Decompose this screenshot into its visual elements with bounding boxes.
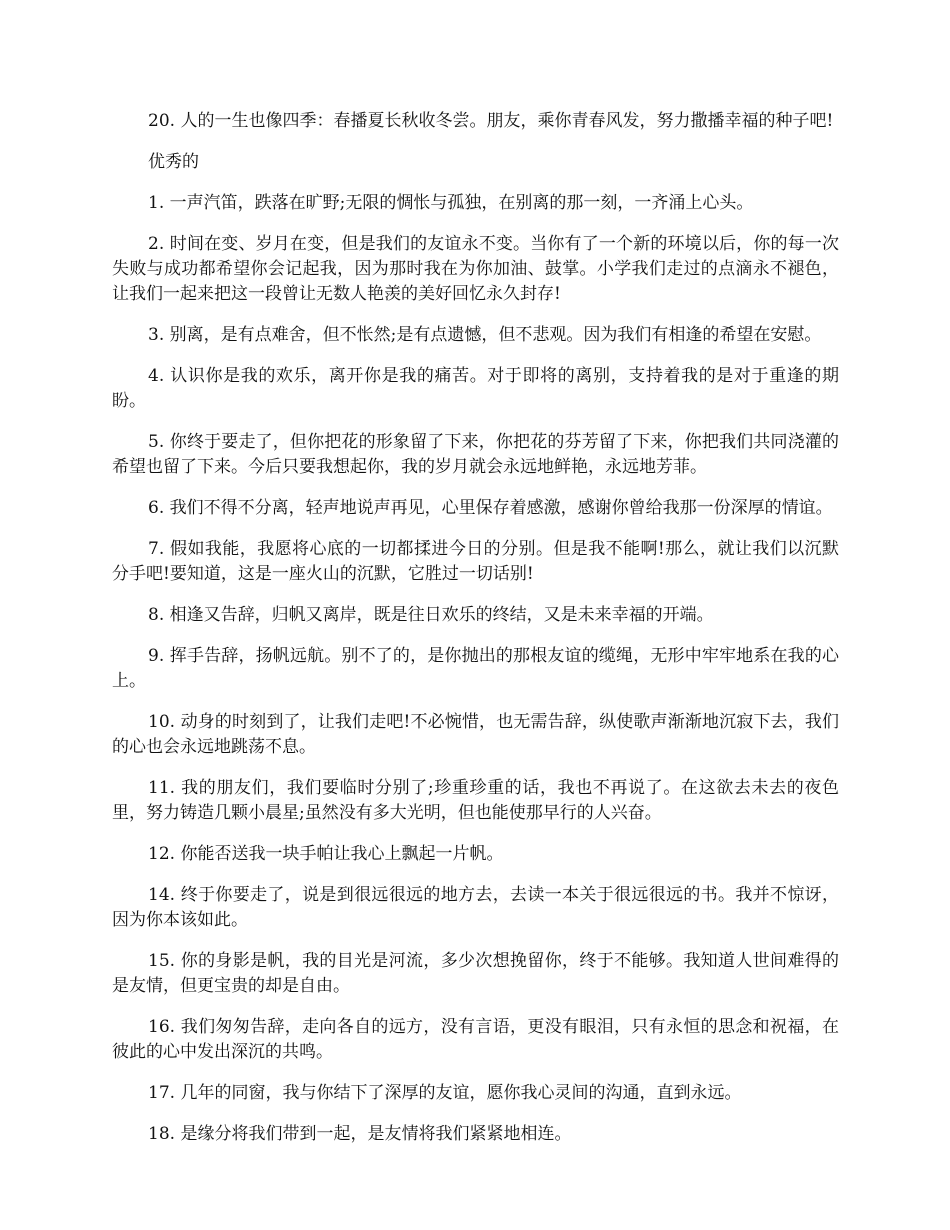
document-body xyxy=(112,109,839,1163)
section-heading-youxiu: 优秀的 xyxy=(148,152,199,172)
paragraph-1: 1. 一声汽笛，跌落在旷野;无限的惆怅与孤独，在别离的那一刻，一齐涌上心头。 xyxy=(148,193,754,213)
paragraph-6: 6. 我们不得不分离，轻声地说声再见，心里保存着感激，感谢你曾给我那一份深厚的情谊。 xyxy=(148,498,833,518)
paragraph-14: 14. 终于你要走了，说是到很远很远的地方去，去读一本关于很远很远的书。我并不惊讶，因为你本该如此。 xyxy=(112,885,839,930)
paragraph-10: 10. 动身的时刻到了，让我们走吧!不必惋惜，也无需告辞，纵使歌声渐渐地沉寂下去，我们的心也会永远地跳荡不息。 xyxy=(112,712,839,757)
paragraph-15: 15. 你的身影是帆，我的目光是河流，多少次想挽留你，终于不能够。我知道人世间难得的是友情，但更宝贵的却是自由。 xyxy=(112,951,839,996)
paragraph-12: 12. 你能否送我一块手帕让我心上飘起一片帆。 xyxy=(148,844,504,864)
paragraph-5: 5. 你终于要走了，但你把花的形象留了下来，你把花的芬芳留了下来，你把我们共同浇灌的希望也留了下来。今后只要我想起你，我的岁月就会永远地鲜艳，永远地芳菲。 xyxy=(112,432,839,477)
paragraph-11: 11. 我的朋友们，我们要临时分别了;珍重珍重的话，我也不再说了。在这欲去未去的夜色里，努力铸造几颗小晨星;虽然没有多大光明，但也能使那早行的人兴奋。 xyxy=(112,778,839,823)
paragraph-9: 9. 挥手告辞，扬帆远航。别不了的，是你抛出的那根友谊的缆绳，无形中牢牢地系在我的心上。 xyxy=(112,646,839,691)
paragraph-2: 2. 时间在变、岁月在变，但是我们的友谊永不变。当你有了一个新的环境以后，你的每一次失败与成功都希望你会记起我，因为那时我在为你加油、鼓掌。小学我们走过的点滴永不褪色，让我们一起来把这一段曾让无数人艳羡的美好回忆永久封存! xyxy=(112,234,839,304)
paragraph-4: 4. 认识你是我的欢乐，离开你是我的痛苦。对于即将的离别，支持着我的是对于重逢的期盼。 xyxy=(112,366,839,411)
paragraph-7: 7. 假如我能，我愿将心底的一切都揉进今日的分别。但是我不能啊!那么，就让我们以沉默分手吧!要知道，这是一座火山的沉默，它胜过一切话别! xyxy=(112,539,839,584)
paragraph-8: 8. 相逢又告辞，归帆又离岸，既是往日欢乐的终结，又是未来幸福的开端。 xyxy=(148,605,714,625)
paragraph-18: 18. 是缘分将我们带到一起，是友情将我们紧紧地相连。 xyxy=(148,1124,572,1144)
paragraph-16: 16. 我们匆匆告辞，走向各自的远方，没有言语，更没有眼泪，只有永恒的思念和祝福，在彼此的心中发出深沉的共鸣。 xyxy=(112,1017,839,1062)
paragraph-3: 3. 别离，是有点难舍，但不怅然;是有点遗憾，但不悲观。因为我们有相逢的希望在安慰。 xyxy=(148,325,822,345)
paragraph-20: 20. 人的一生也像四季：春播夏长秋收冬尝。朋友，乘你青春风发，努力撒播幸福的种子吧! xyxy=(148,111,834,131)
paragraph-17: 17. 几年的同窗，我与你结下了深厚的友谊，愿你我心灵间的沟通，直到永远。 xyxy=(148,1083,742,1103)
